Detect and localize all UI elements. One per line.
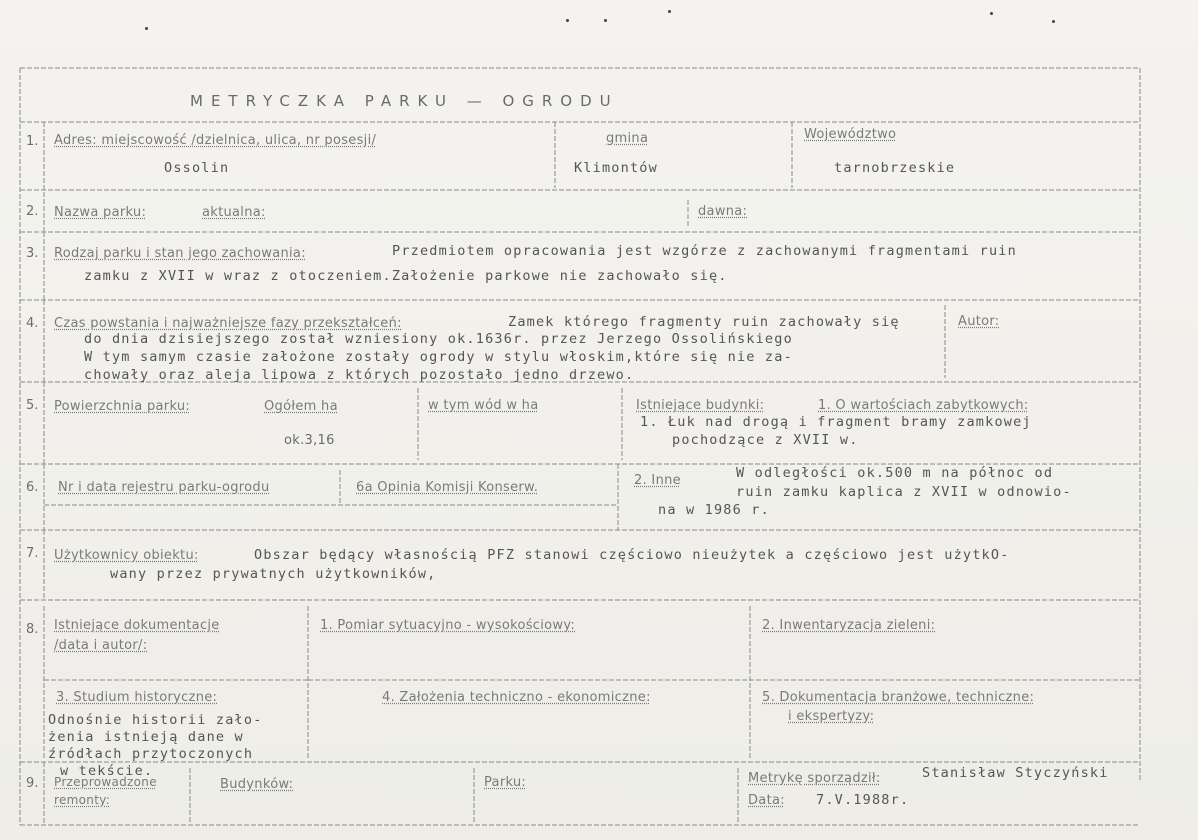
row-number-7: 7. xyxy=(26,546,39,561)
historical-study-line-2: żenia istnieją dane w xyxy=(48,729,244,745)
repairs-label-line-2: remonty: xyxy=(54,793,111,807)
park-type-text-line-1: Przedmiotem opracowania jest wzgórze z zachowanymi fragmentami ruin xyxy=(392,243,1017,259)
conservator-opinion-label: 6a Opinia Komisji Konserw. xyxy=(356,480,539,495)
scan-speck xyxy=(566,19,569,22)
scan-speck xyxy=(1052,20,1055,23)
row-number-4: 4. xyxy=(26,316,39,331)
wojewodztwo-value: tarnobrzeskie xyxy=(834,160,956,176)
history-phases-line-2: do dnia dzisiejszego został wzniesiony ok.1636r. przez Jerzego Ossolińskiego xyxy=(84,331,793,347)
monument-buildings-line-1: 1. Łuk nad drogą i fragment bramy zamkowej xyxy=(640,414,1032,430)
park-name-label: Nazwa parku: xyxy=(54,205,147,220)
history-phases-line-4: chowały oraz aleja lipowa z których pozostało jedno drzewo. xyxy=(84,367,635,383)
prepared-by-value: Stanisław Styczyński xyxy=(922,765,1109,781)
repairs-label-line-1: Przeprowadzone xyxy=(54,775,157,789)
site-survey-label: 1. Pomiar sytuacyjno - wysokościowy: xyxy=(320,618,576,633)
former-name-label: dawna: xyxy=(698,204,748,219)
history-phases-line-1: Zamek którego fragmenty ruin zachowały się xyxy=(508,314,900,330)
greenery-inventory-label: 2. Inwentaryzacja zieleni: xyxy=(762,618,936,633)
park-type-text-line-2: zamku z XVII w wraz z otoczeniem.Założenie parkowe nie zachowało się. xyxy=(84,268,728,284)
historical-study-line-4: w tekście. xyxy=(60,763,154,779)
users-text-line-2: wany przez prywatnych użytkowników, xyxy=(110,566,437,582)
author-label: Autor: xyxy=(958,314,1000,329)
current-name-label: aktualna: xyxy=(202,205,266,220)
scan-speck xyxy=(668,10,671,13)
branch-docs-label-line-2: i ekspertyzy: xyxy=(788,709,875,724)
total-area-label: Ogółem ha xyxy=(264,399,338,414)
historical-study-line-3: źródłach przytoczonych xyxy=(48,746,254,762)
date-label: Data: xyxy=(748,793,785,808)
technical-economic-label: 4. Założenia techniczno - ekonomiczne: xyxy=(382,690,651,705)
address-value: Ossolin xyxy=(164,160,230,176)
row-number-9: 9. xyxy=(26,776,39,791)
existing-docs-label-line-2: /data i autor/: xyxy=(54,638,148,653)
scan-speck xyxy=(604,19,607,22)
gmina-label: gmina xyxy=(606,131,649,146)
wojewodztwo-label: Województwo xyxy=(804,127,897,142)
historical-study-label: 3. Studium historyczne: xyxy=(56,690,218,705)
other-buildings-line-3: na w 1986 r. xyxy=(658,502,770,518)
other-buildings-line-2: ruin zamku kaplica z XVII w odnowio- xyxy=(736,484,1072,500)
row-number-2: 2. xyxy=(26,204,39,219)
monument-buildings-line-2: pochodzące z XVII w. xyxy=(672,432,859,448)
row-number-3: 3. xyxy=(26,246,39,261)
total-area-value: ok.3,16 xyxy=(284,433,335,448)
buildings-repairs-label: Budynków: xyxy=(220,777,294,792)
park-type-label: Rodzaj parku i stan jego zachowania: xyxy=(54,246,306,261)
history-phases-line-3: W tym samym czasie założone zostały ogrody w stylu włoskim,które się nie za- xyxy=(84,349,793,365)
users-label: Użytkownicy obiektu: xyxy=(54,548,199,563)
gmina-value: Klimontów xyxy=(574,160,658,176)
area-label: Powierzchnia parku: xyxy=(54,399,191,414)
row-number-8: 8. xyxy=(26,622,39,637)
row-number-5: 5. xyxy=(26,398,39,413)
history-phases-label: Czas powstania i najważniejsze fazy przekształceń: xyxy=(54,316,402,331)
register-label: Nr i data rejestru parku-ogrodu xyxy=(58,480,270,495)
users-text-line-1: Obszar będący własnością PFZ stanowi częściowo nieużytek a częściowo jest użytkO- xyxy=(254,547,1010,563)
park-repairs-label: Parku: xyxy=(484,775,527,790)
existing-buildings-label: Istniejące budynki: xyxy=(636,398,765,413)
historical-study-line-1: Odnośnie historii zało- xyxy=(48,712,263,728)
scan-speck xyxy=(145,27,148,30)
address-label: Adres: miejscowość /dzielnica, ulica, nr posesji/ xyxy=(54,133,377,148)
scan-speck xyxy=(990,12,993,15)
prepared-by-label: Metrykę sporządził: xyxy=(748,771,881,786)
other-buildings-line-1: W odległości ok.500 m na północ od xyxy=(736,465,1054,481)
existing-docs-label-line-1: Istniejące dokumentacje xyxy=(54,618,220,633)
row-number-6: 6. xyxy=(26,480,39,495)
monument-buildings-label: 1. O wartościach zabytkowych: xyxy=(818,398,1029,413)
other-buildings-label: 2. Inne xyxy=(634,473,681,488)
date-value: 7.V.1988r. xyxy=(816,792,910,808)
form-title: METRYCZKA PARKU — OGRODU xyxy=(190,92,619,110)
water-area-label: w tym wód w ha xyxy=(428,398,539,413)
branch-docs-label-line-1: 5. Dokumentacja branżowe, techniczne: xyxy=(762,690,1035,705)
row-number-1: 1. xyxy=(26,134,39,149)
